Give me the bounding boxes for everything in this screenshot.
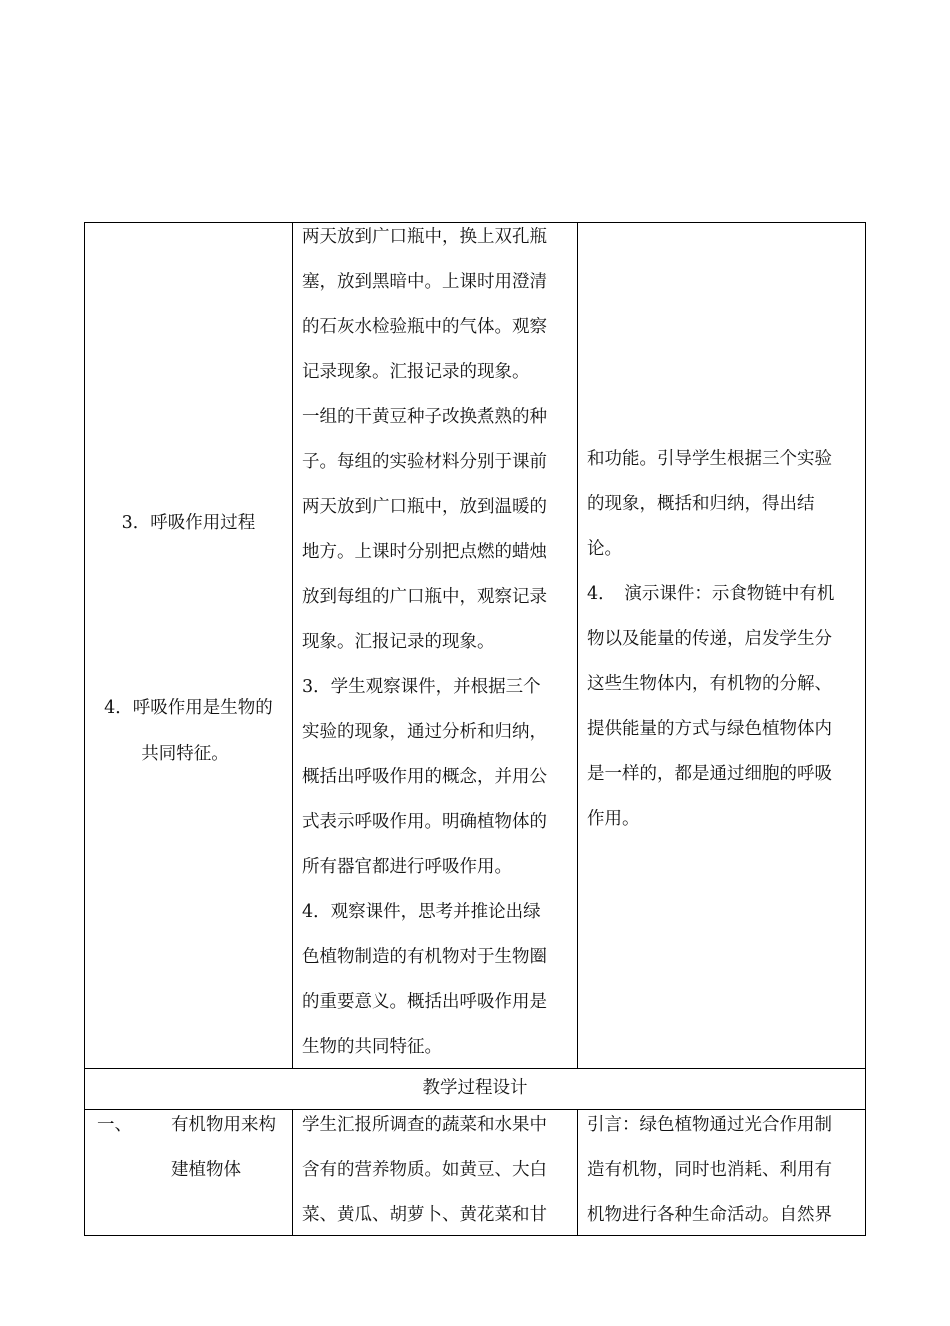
text-line: 记录现象。汇报记录的现象。 (302, 362, 530, 382)
text-line: 造有机物，同时也消耗、利用有 (587, 1160, 832, 1180)
section-number: 一、 (97, 1115, 132, 1135)
text-line: 引言：绿色植物通过光合作用制 (587, 1115, 832, 1135)
text-line: 菜、黄瓜、胡萝卜、黄花菜和甘 (302, 1205, 547, 1225)
text-line: 的重要意义。概括出呼吸作用是 (302, 992, 547, 1012)
topic-respiration-process: 3．呼吸作用过程 (121, 513, 256, 533)
text-line: 现象。汇报记录的现象。 (302, 632, 495, 652)
text-line: 机物进行各种生命活动。自然界 (587, 1205, 832, 1225)
column-divider-1-bottom (292, 1109, 293, 1235)
text-line: 3．学生观察课件，并根据三个 (302, 677, 541, 697)
text-line: 一组的干黄豆种子改换煮熟的种 (302, 407, 547, 427)
text-line: 物以及能量的传递，启发学生分 (587, 629, 832, 649)
text-line: 地方。上课时分别把点燃的蜡烛 (302, 542, 547, 562)
text-line: 式表示呼吸作用。明确植物体的 (302, 812, 547, 832)
text-line: 4．观察课件，思考并推论出绿 (302, 902, 541, 922)
text-line: 的现象，概括和归纳，得出结 (587, 494, 815, 514)
text-line: 所有器官都进行呼吸作用。 (302, 857, 512, 877)
text-line: 作用。 (587, 809, 640, 829)
text-line: 概括出呼吸作用的概念，并用公 (302, 767, 547, 787)
text-line: 塞，放到黑暗中。上课时用澄清 (302, 272, 547, 292)
text-line: 的石灰水检验瓶中的气体。观察 (302, 317, 547, 337)
column-divider-2-bottom (577, 1109, 578, 1235)
section-heading-line1: 有机物用来构 (171, 1115, 276, 1135)
column-divider-1-top (292, 223, 293, 1068)
text-line: 这些生物体内，有机物的分解、 (587, 674, 832, 694)
text-line: 子。每组的实验材料分别于课前 (302, 452, 547, 472)
topic-common-feature-line2: 共同特征。 (141, 744, 229, 764)
text-line: 含有的营养物质。如黄豆、大白 (302, 1160, 547, 1180)
text-line: 实验的现象，通过分析和归纳， (302, 722, 547, 742)
lesson-table (84, 222, 866, 1236)
text-line: 学生汇报所调查的蔬菜和水果中 (302, 1115, 547, 1135)
text-line: 论。 (587, 539, 622, 559)
text-line: 4． 演示课件：示食物链中有机 (587, 584, 835, 604)
section-heading-line2: 建植物体 (171, 1160, 241, 1180)
text-line: 生物的共同特征。 (302, 1037, 442, 1057)
section-title: 教学过程设计 (422, 1078, 528, 1098)
text-line: 和功能。引导学生根据三个实验 (587, 449, 832, 469)
text-line: 两天放到广口瓶中，放到温暖的 (302, 497, 547, 517)
topic-common-feature-line1: 4．呼吸作用是生物的 (104, 698, 273, 718)
text-line: 两天放到广口瓶中，换上双孔瓶 (302, 227, 547, 247)
text-line: 放到每组的广口瓶中，观察记录 (302, 587, 547, 607)
column-divider-2-top (577, 223, 578, 1068)
text-line: 是一样的，都是通过细胞的呼吸 (587, 764, 832, 784)
text-line: 提供能量的方式与绿色植物体内 (587, 719, 832, 739)
text-line: 色植物制造的有机物对于生物圈 (302, 947, 547, 967)
